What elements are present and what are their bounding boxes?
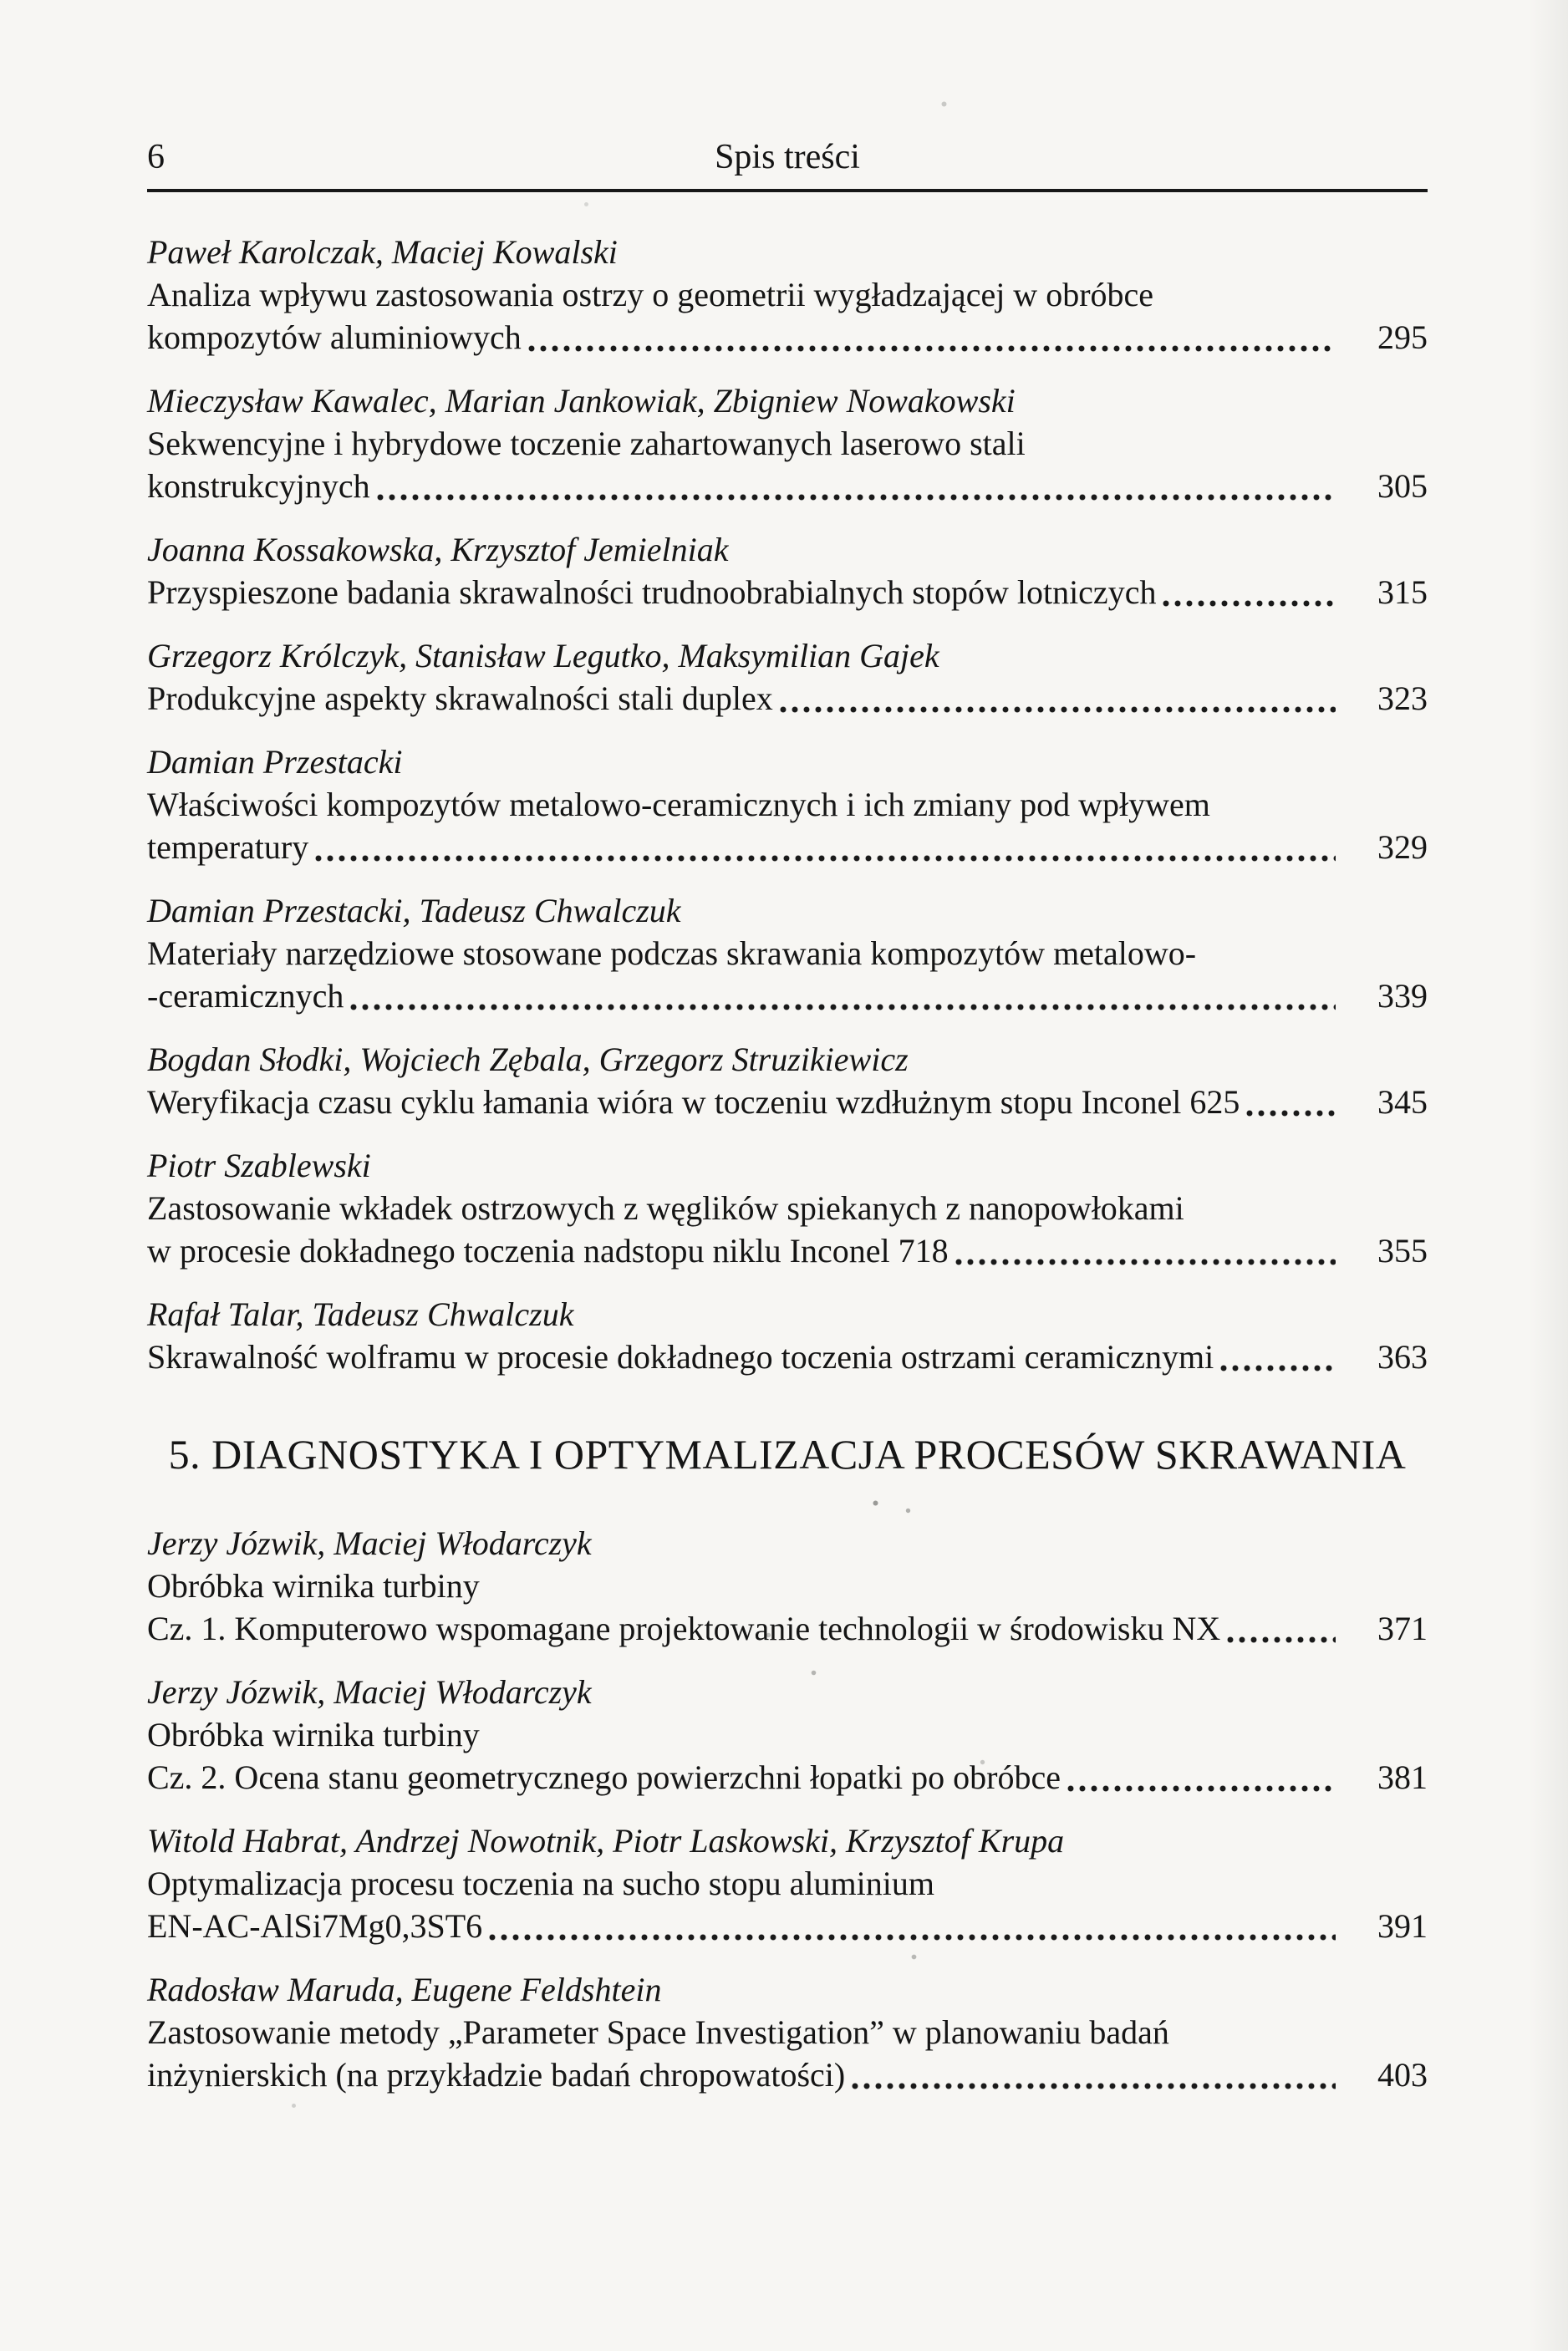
entry-leader-text: konstrukcyjnych — [147, 467, 370, 505]
entry-leader-row — [147, 1607, 1428, 1650]
toc-entry — [147, 634, 1428, 720]
entry-authors: Jerzy Józwik, Maciej Włodarczyk — [147, 1673, 592, 1711]
running-header — [147, 135, 1428, 184]
entry-authors: Jerzy Józwik, Maciej Włodarczyk — [147, 1524, 592, 1562]
entry-page-number: 381 — [1377, 1758, 1428, 1796]
entry-leader-text: kompozytów aluminiowych — [147, 318, 522, 356]
dot-leader — [1227, 1635, 1336, 1644]
toc-entry — [147, 740, 1428, 868]
entry-page-number: 323 — [1377, 679, 1428, 717]
toc-entry — [147, 379, 1428, 507]
entry-page-number: 371 — [1377, 1610, 1428, 1647]
toc-entries-top — [147, 231, 1428, 1378]
entry-leader-text: Skrawalność wolframu w procesie dokładnego toczenia ostrzami ceramicznymi — [147, 1338, 1214, 1376]
entry-title-line: Obróbka wirnika turbiny — [147, 1716, 480, 1753]
dot-leader — [489, 1932, 1336, 1941]
dot-leader — [852, 2081, 1336, 2090]
entry-authors: Grzegorz Królczyk, Stanisław Legutko, Maksymilian Gajek — [147, 637, 939, 674]
entry-authors: Rafał Talar, Tadeusz Chwalczuk — [147, 1295, 574, 1333]
toc-entry — [147, 1968, 1428, 2096]
entry-title-line: Zastosowanie wkładek ostrzowych z węglików spiekanych z nanopowłokami — [147, 1189, 1184, 1227]
entry-leader-text: Produkcyjne aspekty skrawalności stali duplex — [147, 679, 773, 717]
entry-page-number: 355 — [1377, 1232, 1428, 1270]
entry-leader-row — [147, 677, 1428, 720]
entry-page-number: 305 — [1377, 467, 1428, 505]
entry-title-line: Materiały narzędziowe stosowane podczas skrawania kompozytów metalowo- — [147, 934, 1197, 972]
entry-title-line: Zastosowanie metody „Parameter Space Investigation” w planowaniu badań — [147, 2013, 1169, 2051]
toc-entry — [147, 1144, 1428, 1272]
scan-speck — [0, 0, 3, 3]
entry-leader-text: Cz. 1. Komputerowo wspomagane projektowanie technologii w środowisku NX — [147, 1610, 1221, 1647]
dot-leader — [377, 492, 1336, 501]
toc-entry — [147, 231, 1428, 359]
entry-page-number: 315 — [1377, 573, 1428, 611]
toc-entry — [147, 528, 1428, 613]
entry-leader-row — [147, 1336, 1428, 1378]
entry-leader-row — [147, 1905, 1428, 1947]
entry-page-number: 339 — [1377, 977, 1428, 1015]
entry-leader-text: Cz. 2. Ocena stanu geometrycznego powierzchni łopatki po obróbce — [147, 1758, 1061, 1796]
toc-entry — [147, 1819, 1428, 1947]
entry-page-number: 329 — [1377, 828, 1428, 866]
toc-entry — [147, 889, 1428, 1017]
entry-leader-row — [147, 1081, 1428, 1123]
entry-leader-text: EN-AC-AlSi7Mg0,3ST6 — [147, 1907, 483, 1945]
entry-leader-row — [147, 974, 1428, 1017]
toc-entry — [147, 1522, 1428, 1650]
entry-authors: Joanna Kossakowska, Krzysztof Jemielniak — [147, 531, 729, 568]
entry-title-line: Obróbka wirnika turbiny — [147, 1567, 480, 1605]
page-number: 6 — [147, 138, 165, 176]
entry-title-line: Analiza wpływu zastosowania ostrzy o geometrii wygładzającej w obróbce — [147, 276, 1154, 313]
entry-leader-row — [147, 316, 1428, 359]
entry-authors: Witold Habrat, Andrzej Nowotnik, Piotr Laskowski, Krzysztof Krupa — [147, 1822, 1065, 1860]
entry-leader-row — [147, 2053, 1428, 2096]
dot-leader — [1163, 598, 1336, 608]
entry-leader-text: inżynierskich (na przykładzie badań chropowatości) — [147, 2056, 846, 2094]
entry-authors: Piotr Szablewski — [147, 1147, 371, 1184]
page-header-title: Spis treści — [715, 138, 860, 176]
dot-leader — [780, 705, 1336, 714]
toc-entries-bottom — [147, 1522, 1428, 2096]
dot-leader — [528, 343, 1336, 353]
entry-leader-text: Weryfikacja czasu cyklu łamania wióra w toczeniu wzdłużnym stopu Inconel 625 — [147, 1083, 1240, 1121]
entry-leader-text: w procesie dokładnego toczenia nadstopu niklu Inconel 718 — [147, 1232, 949, 1270]
entry-authors: Damian Przestacki — [147, 743, 403, 781]
entry-leader-text: temperatury — [147, 828, 309, 866]
entry-leader-row — [147, 1229, 1428, 1272]
entry-page-number: 295 — [1377, 318, 1428, 356]
dot-leader — [315, 853, 1336, 863]
entry-authors: Paweł Karolczak, Maciej Kowalski — [147, 233, 618, 271]
entry-leader-row — [147, 571, 1428, 613]
entry-title-line: Sekwencyjne i hybrydowe toczenie zahartowanych laserowo stali — [147, 425, 1026, 462]
entry-authors: Damian Przestacki, Tadeusz Chwalczuk — [147, 892, 681, 929]
entry-authors: Mieczysław Kawalec, Marian Jankowiak, Zbigniew Nowakowski — [147, 382, 1016, 420]
toc-entry — [147, 1293, 1428, 1378]
entry-title-line: Właściwości kompozytów metalowo-ceramicznych i ich zmiany pod wpływem — [147, 786, 1210, 823]
entry-authors: Bogdan Słodki, Wojciech Zębala, Grzegorz Struzikiewicz — [147, 1041, 909, 1078]
toc-entry — [147, 1671, 1428, 1799]
entry-page-number: 391 — [1377, 1907, 1428, 1945]
entry-leader-text: Przyspieszone badania skrawalności trudnoobrabialnych stopów lotniczych — [147, 573, 1157, 611]
toc-page-content — [147, 135, 1428, 2117]
entry-leader-row — [147, 1756, 1428, 1799]
entry-page-number: 403 — [1377, 2056, 1428, 2094]
entry-authors: Radosław Maruda, Eugene Feldshtein — [147, 1971, 662, 2008]
entry-leader-row — [147, 465, 1428, 507]
entry-title-line: Optymalizacja procesu toczenia na sucho stopu aluminium — [147, 1865, 934, 1902]
entry-page-number: 363 — [1377, 1338, 1428, 1376]
header-rule — [147, 189, 1428, 192]
entry-leader-text: -ceramicznych — [147, 977, 344, 1015]
section-heading: 5. DIAGNOSTYKA I OPTYMALIZACJA PROCESÓW SKRAWANIA — [168, 1431, 1407, 1478]
dot-leader — [1246, 1108, 1336, 1117]
entry-page-number: 345 — [1377, 1083, 1428, 1121]
dot-leader — [1220, 1363, 1336, 1372]
dot-leader — [1067, 1784, 1336, 1793]
dot-leader — [955, 1257, 1336, 1266]
entry-leader-row — [147, 826, 1428, 868]
dot-leader — [350, 1002, 1336, 1011]
toc-entry — [147, 1038, 1428, 1123]
